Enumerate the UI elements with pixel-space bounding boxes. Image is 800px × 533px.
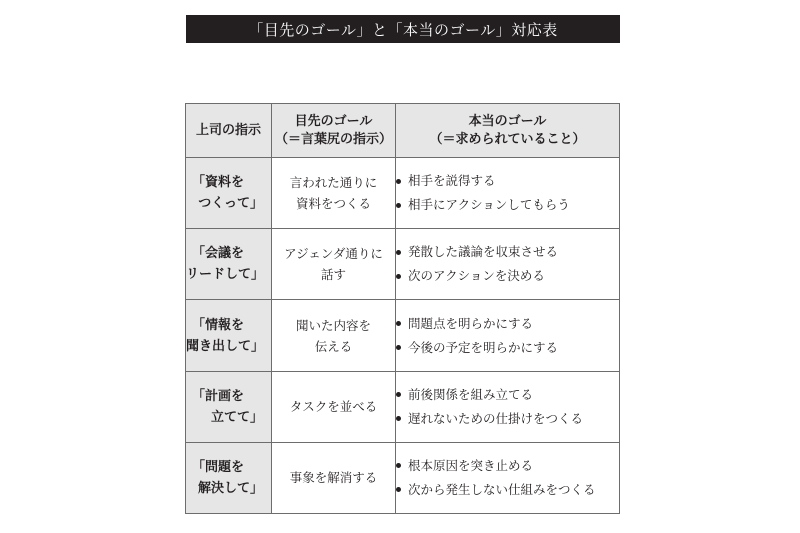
- immediate-goal-cell: [272, 158, 396, 229]
- instruction-text: 「会議を: [192, 246, 245, 262]
- true-goal-cell: [396, 158, 620, 229]
- true-goal-text: 次のアクションを決める: [408, 268, 545, 284]
- table-row: [186, 229, 620, 300]
- table-row: [186, 442, 620, 513]
- page-title: 「目先のゴール」と「本当のゴール」対応表: [186, 15, 620, 43]
- immediate-goal-cell: [272, 371, 396, 442]
- instruction-cell: [186, 442, 272, 513]
- immediate-goal-cell: [272, 442, 396, 513]
- instruction-cell: [186, 371, 272, 442]
- instruction-text: リードして」: [186, 267, 265, 283]
- true-goal-item: [396, 240, 619, 264]
- true-goal-item: [396, 336, 619, 360]
- table-row: [186, 300, 620, 371]
- instruction-cell: [186, 300, 272, 371]
- goal-correspondence-table: [185, 103, 620, 514]
- instruction-text: 聞き出して」: [186, 338, 265, 354]
- bullet-icon: [396, 274, 401, 279]
- immediate-goal-text: アジェンダ通りに: [284, 246, 383, 262]
- true-goal-cell: [396, 442, 620, 513]
- table-row: [186, 371, 620, 442]
- bullet-icon: [396, 250, 401, 255]
- immediate-goal-cell: [272, 229, 396, 300]
- bullet-icon: [396, 487, 401, 492]
- table-row: [186, 158, 620, 229]
- true-goal-cell: [396, 300, 620, 371]
- bullet-icon: [396, 345, 401, 350]
- true-goal-text: 今後の予定を明らかにする: [408, 339, 559, 355]
- header-instruction: 上司の指示: [186, 104, 272, 158]
- immediate-goal-text: 資料をつくる: [295, 196, 371, 212]
- true-goal-text: 相手を説得する: [408, 173, 496, 189]
- true-goal-item: [396, 454, 619, 478]
- table-header-row: [186, 104, 620, 158]
- bullet-icon: [396, 321, 401, 326]
- true-goal-text: 問題点を明らかにする: [408, 315, 534, 331]
- true-goal-text: 次から発生しない仕組みをつくる: [408, 481, 596, 497]
- header-immediate-goal-sub: （＝言葉尻の指示）: [274, 131, 392, 147]
- instruction-text: 「資料を: [192, 175, 245, 191]
- header-immediate-goal: [272, 104, 396, 158]
- instruction-text: 解決して」: [197, 480, 263, 496]
- true-goal-item: [396, 193, 619, 217]
- true-goal-item: [396, 169, 619, 193]
- true-goal-item: [396, 478, 619, 502]
- header-immediate-goal-main: 目先のゴール: [294, 113, 373, 129]
- bullet-icon: [396, 392, 401, 397]
- true-goal-text: 発散した議論を収束させる: [408, 244, 559, 260]
- instruction-text: つくって」: [198, 196, 263, 212]
- instruction-cell: [186, 229, 272, 300]
- bullet-icon: [396, 179, 401, 184]
- true-goal-item: [396, 312, 619, 336]
- immediate-goal-text: 聞いた内容を: [295, 317, 371, 333]
- immediate-goal-text: 話す: [320, 267, 346, 283]
- header-true-goal: [396, 104, 620, 158]
- true-goal-item: [396, 264, 619, 288]
- true-goal-text: 根本原因を突き止める: [408, 457, 534, 473]
- bullet-icon: [396, 463, 401, 468]
- true-goal-cell: [396, 371, 620, 442]
- instruction-text: 立てて」: [210, 409, 263, 425]
- true-goal-item: [396, 407, 619, 431]
- immediate-goal-text: 言われた通りに: [289, 175, 378, 191]
- header-true-goal-main: 本当のゴール: [468, 113, 547, 129]
- instruction-text: 「問題を: [192, 459, 245, 475]
- true-goal-text: 遅れないための仕掛けをつくる: [408, 410, 584, 426]
- instruction-text: 「計画を: [192, 388, 245, 404]
- bullet-icon: [396, 416, 401, 421]
- true-goal-text: 相手にアクションしてもらう: [408, 197, 570, 213]
- header-true-goal-sub: （＝求められていること）: [429, 131, 586, 147]
- bullet-icon: [396, 203, 401, 208]
- true-goal-item: [396, 383, 619, 407]
- immediate-goal-cell: [272, 300, 396, 371]
- immediate-goal-text: 事象を解消する: [289, 470, 378, 486]
- true-goal-cell: [396, 229, 620, 300]
- instruction-text: 「情報を: [192, 317, 245, 333]
- true-goal-text: 前後関係を組み立てる: [408, 386, 534, 402]
- instruction-cell: [186, 158, 272, 229]
- immediate-goal-text: 伝える: [314, 338, 353, 354]
- immediate-goal-text: タスクを並べる: [289, 399, 378, 415]
